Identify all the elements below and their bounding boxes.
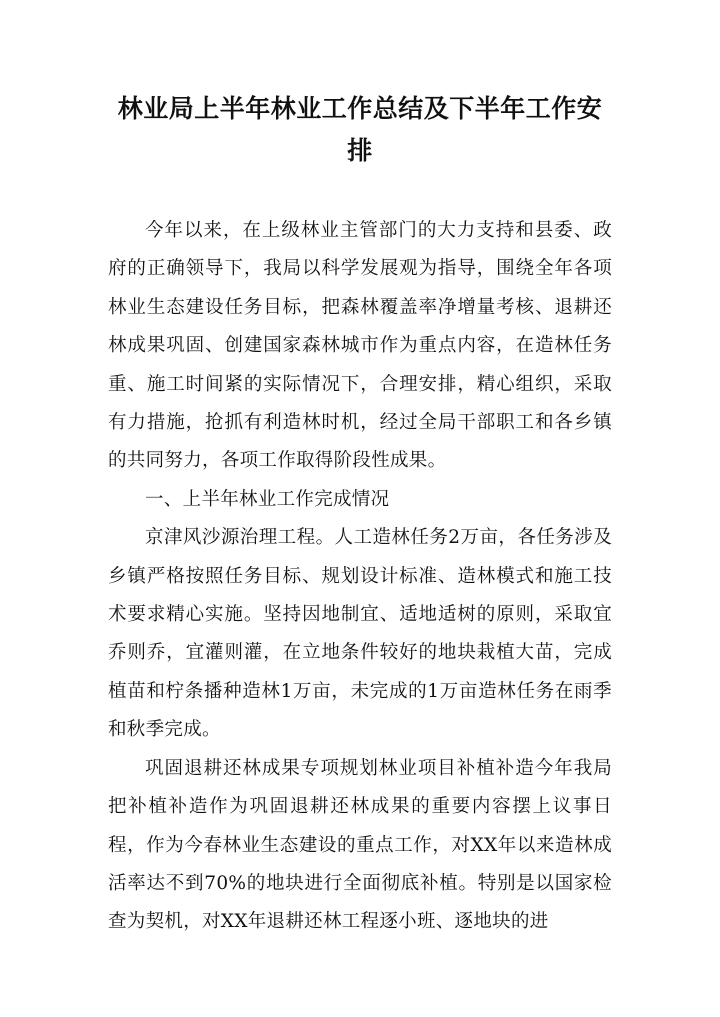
section-heading: 一、上半年林业工作完成情况 [145, 488, 390, 510]
intro-paragraph: 今年以来，在上级林业主管部门的大力支持和县委、政府的正确领导下，我局以科学发展观为指导，围绕全年各项林业生态建设任务目标，把森林覆盖率净增量考核、退耕还林成果巩固、创建国家森林城市作为重点内容，在造林任务重、施工时间紧的实际情况下，合理安排，精心组织，采取有力措施，抢抓有利造林时机，经过全局干部职工和各乡镇的共同努力，各项工作取得阶段性成果。 [108, 220, 612, 472]
document-title: 林业局上半年林业工作总结及下半年工作安排 [117, 94, 603, 165]
gonggu-paragraph: 巩固退耕还林成果专项规划林业项目补植补造今年我局把补植补造作为巩固退耕还林成果的重要内容摆上议事日程，作为今春林业生态建设的重点工作，对XX年以来造林成活率达不到70%的地块进行全面彻底补植。特别是以国家检查为契机，对XX年退耕还林工程逐小班、逐地块的进 [108, 757, 612, 933]
jingjin-paragraph: 京津风沙源治理工程。人工造林任务2万亩，各任务涉及乡镇严格按照任务目标、规划设计标准、造林模式和施工技术要求精心实施。坚持因地制宜、适地适树的原则，采取宜乔则乔，宜灌则灌，在立地条件较好的地块栽植大苗，完成植苗和柠条播种造林1万亩，未完成的1万亩造林任务在雨季和秋季完成。 [108, 527, 612, 741]
document-body [108, 212, 612, 942]
